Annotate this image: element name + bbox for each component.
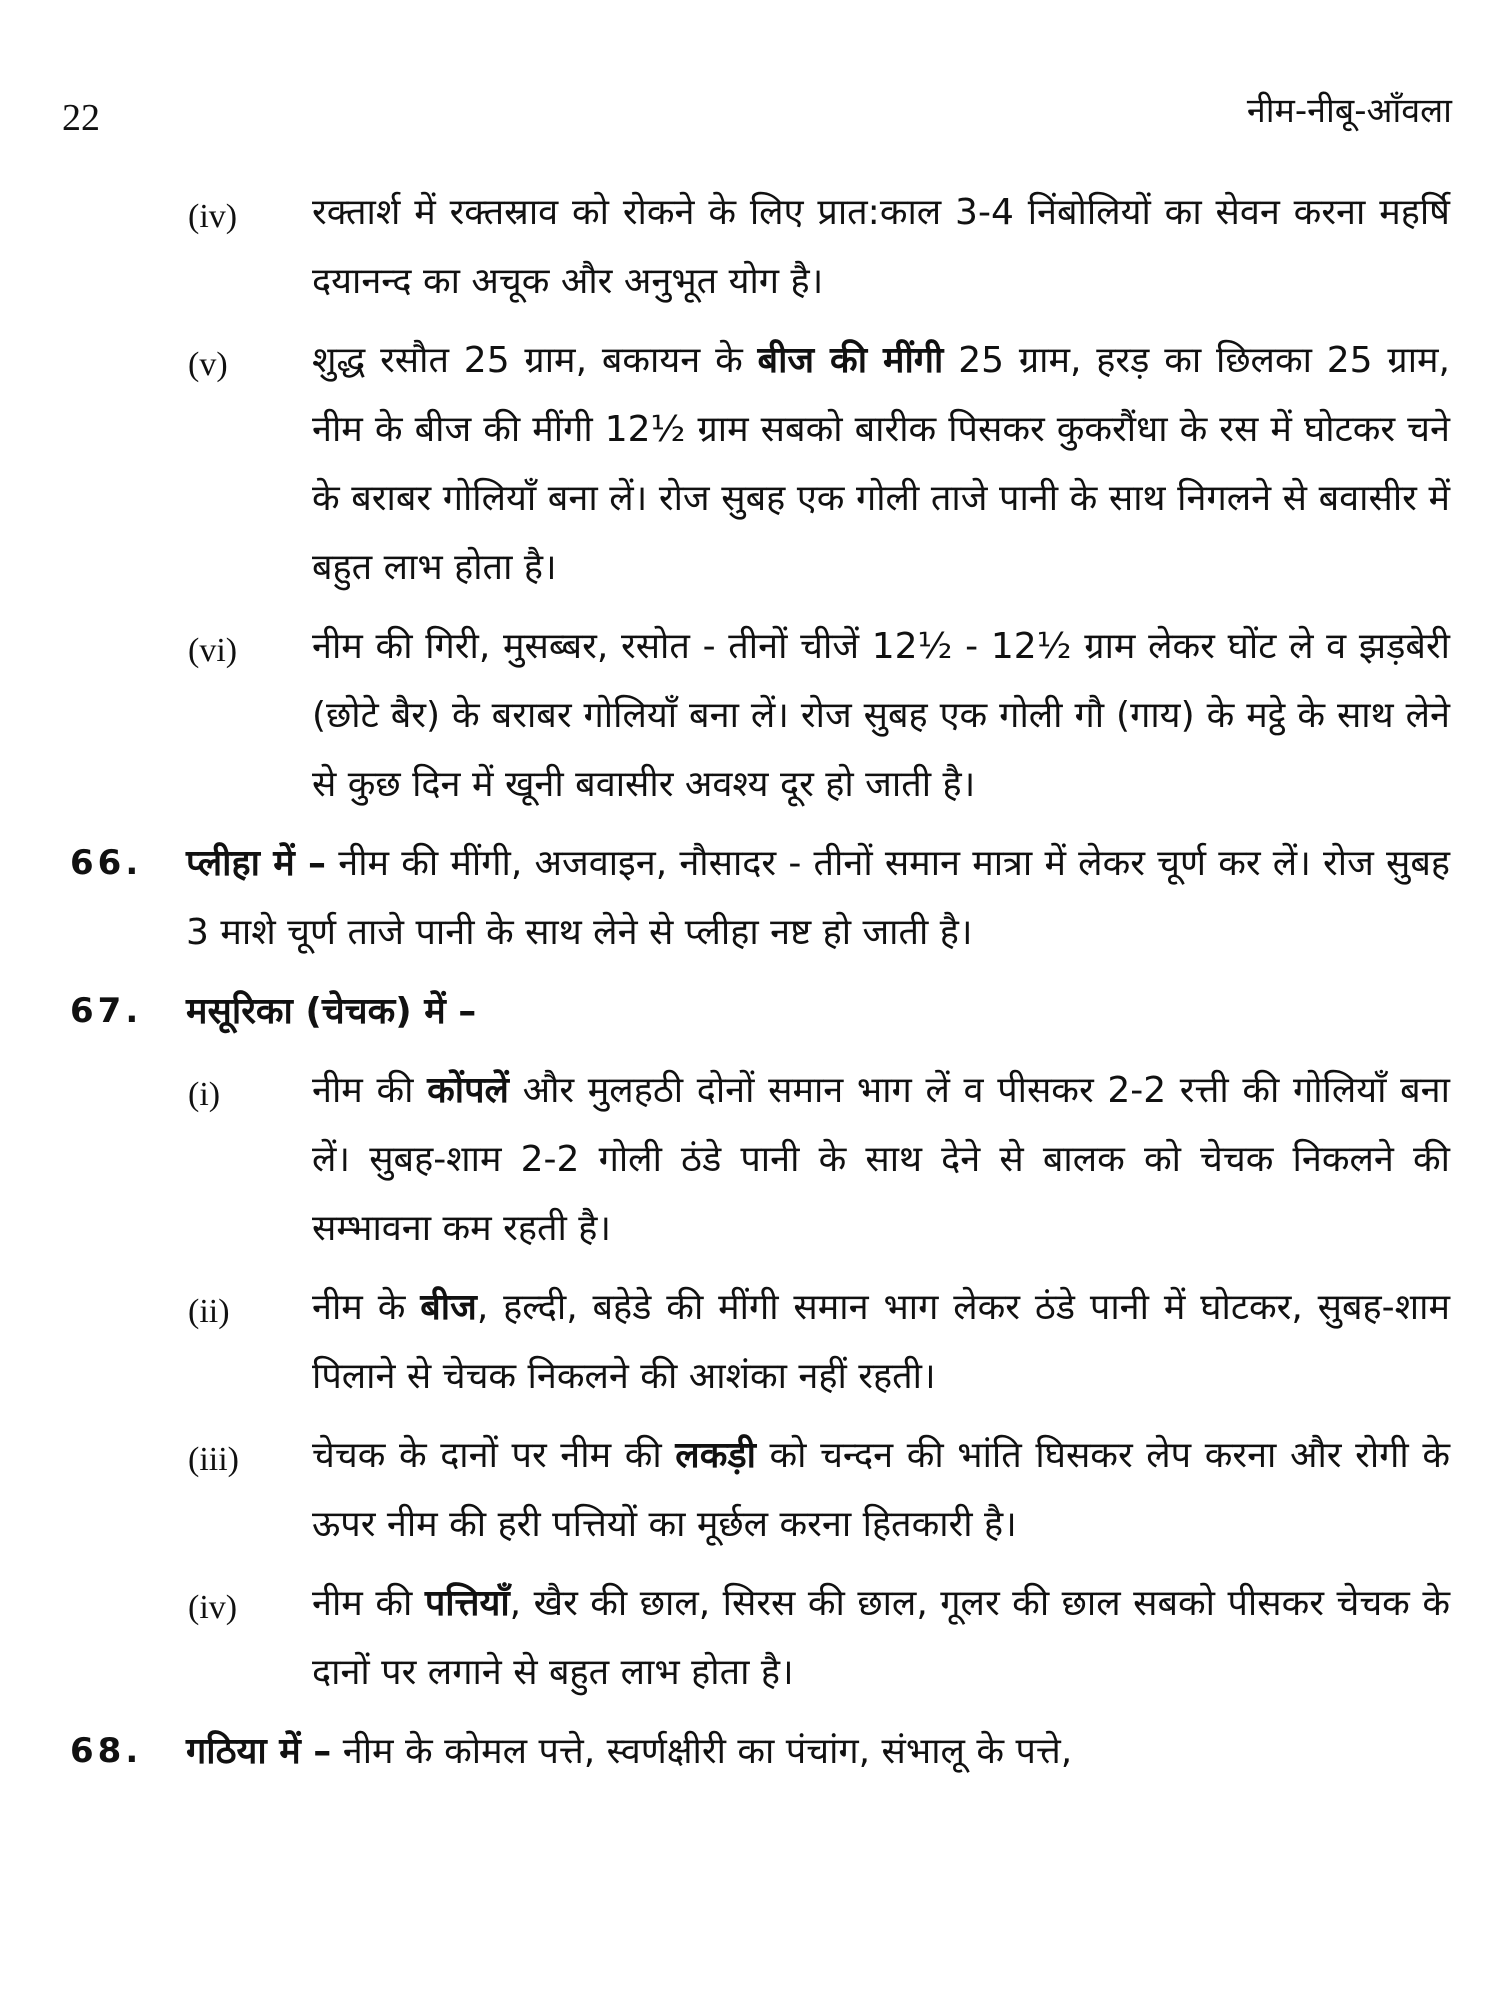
entry-text: नीम की मींगी, अजवाइन, नौसादर - तीनों समान मात्रा में लेकर चूर्ण कर लें। रोज सुबह 3 माशे चूर्ण ताजे पानी के साथ लेने से प्लीहा नष्ट हो जाती है। (186, 843, 1450, 953)
item-emphasis: बीज की मींगी (757, 340, 944, 381)
item-text: को चन्दन की भांति घिसकर लेप करना और रोगी के ऊपर नीम की हरी पत्तियों का मूर्छल करना हितकारी है। (312, 1435, 1450, 1545)
item-number: (i) (188, 1076, 221, 1113)
item-number: (iii) (188, 1441, 239, 1478)
item-number: (ii) (188, 1293, 230, 1330)
entry-title: प्लीहा में – (186, 843, 327, 884)
remedy-67-iii (0, 1421, 1500, 1559)
item-text: शुद्ध रसौत 25 ग्राम, बकायन के (312, 340, 758, 381)
item-text: , खैर की छाल, सिरस की छाल, गूलर की छाल सबको पीसकर चेचक के दानों पर लगाने से बहुत लाभ होता है। (312, 1583, 1450, 1693)
item-text: और मुलहठी दोनों समान भाग लें व पीसकर 2-2 रत्ती की गोलियाँ बना लें। सुबह-शाम 2-2 गोली ठंडे पानी के साथ देने से बालक को चेचक निकलने की सम्भावना कम रहती है। (312, 1070, 1450, 1249)
entry-number: 66. (70, 843, 143, 883)
item-text: 25 ग्राम, हरड़ का छिलका 25 ग्राम, नीम के बीज की मींगी 12½ ग्राम सबको बारीक पिसकर कुकरौंधा के रस में घोटकर चने के बराबर गोलियाँ बना लें। रोज सुबह एक गोली ताजे पानी के साथ निगलने से बवासीर में बहुत लाभ होता है। (312, 340, 1450, 588)
item-number: (iv) (188, 198, 238, 235)
remedy-65-iv (0, 178, 1500, 316)
item-emphasis: बीज (420, 1287, 477, 1328)
running-head: नीम-नीबू-आँवला (1246, 91, 1452, 131)
item-number: (vi) (188, 632, 238, 669)
page-body (0, 178, 1500, 1796)
item-emphasis: पत्तियाँ (424, 1583, 510, 1624)
entry-67 (0, 977, 1500, 1046)
item-text: रक्तार्श में रक्तस्राव को रोकने के लिए प्रात:काल 3-4 निंबोलियों का सेवन करना महर्षि दयानन्द का अचूक और अनुभूत योग है। (312, 192, 1450, 302)
item-emphasis: लकड़ी (675, 1435, 756, 1476)
item-text: नीम की (312, 1583, 425, 1624)
entry-66 (0, 829, 1500, 967)
item-number: (v) (188, 346, 228, 383)
entry-68 (0, 1717, 1500, 1786)
entry-title: गठिया में – (186, 1731, 332, 1772)
item-text: , हल्दी, बहेडे की मींगी समान भाग लेकर ठंडे पानी में घोटकर, सुबह-शाम पिलाने से चेचक निकलने की आशंका नहीं रहती। (312, 1287, 1450, 1397)
entry-number: 67. (70, 991, 143, 1031)
remedy-67-i (0, 1056, 1500, 1263)
item-emphasis: कोंपलें (427, 1070, 509, 1111)
item-number: (iv) (188, 1589, 238, 1626)
item-text: नीम के (312, 1287, 421, 1328)
page-number: 22 (62, 97, 100, 139)
item-text: नीम की (312, 1070, 428, 1111)
remedy-67-ii (0, 1273, 1500, 1411)
item-text: चेचक के दानों पर नीम की (312, 1435, 676, 1476)
item-text: नीम की गिरी, मुसब्बर, रसोत - तीनों चीजें 12½ - 12½ ग्राम लेकर घोंट ले व झड़बेरी (छोटे बैर) के बराबर गोलियाँ बना लें। रोज सुबह एक गोली गौ (गाय) के मट्ठे के साथ लेने से कुछ दिन में खूनी बवासीर अवश्य दूर हो जाती है। (312, 626, 1450, 805)
remedy-65-v (0, 326, 1500, 602)
entry-title: मसूरिका (चेचक) में – (186, 991, 477, 1032)
entry-number: 68. (70, 1731, 143, 1771)
entry-text: नीम के कोमल पत्ते, स्वर्णक्षीरी का पंचांग, संभालू के पत्ते, (331, 1731, 1073, 1772)
remedy-67-iv (0, 1569, 1500, 1707)
remedy-65-vi (0, 612, 1500, 819)
